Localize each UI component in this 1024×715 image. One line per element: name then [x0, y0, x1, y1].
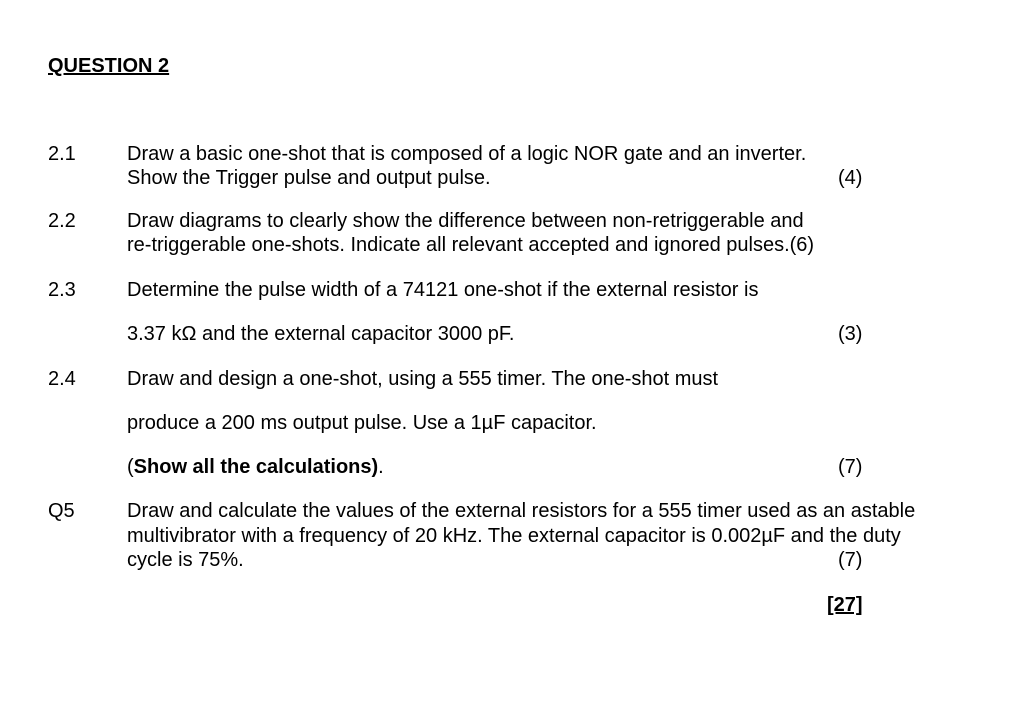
question-2-3-line-2: 3.37 kΩ and the external capacitor 3000 pF. — [127, 323, 515, 345]
question-2-3-line-1: Determine the pulse width of a 74121 one-shot if the external resistor is — [127, 279, 759, 301]
paren-open: ( — [127, 456, 134, 478]
question-2-1-line-2: Show the Trigger pulse and output pulse. — [127, 167, 491, 189]
question-2-2-line-2: re-triggerable one-shots. Indicate all relevant accepted and ignored pulses.(6) — [127, 234, 815, 256]
question-2-1-marks: (4) — [838, 167, 863, 189]
question-2-4-line-1: Draw and design a one-shot, using a 555 timer. The one-shot must — [127, 368, 719, 390]
question-5-line-1: Draw and calculate the values of the external resistors for a 555 timer used as an astable — [127, 500, 916, 522]
question-2-2-line-1: Draw diagrams to clearly show the difference between non-retriggerable and — [127, 210, 804, 232]
question-5-line-2: multivibrator with a frequency of 20 kHz. The external capacitor is 0.002µF and the duty — [127, 525, 901, 547]
question-2-4-line-3 — [127, 455, 384, 479]
total-marks: [27] — [827, 594, 863, 616]
question-2-4-marks: (7) — [838, 456, 863, 478]
question-2-1-number: 2.1 — [48, 143, 76, 165]
question-title: QUESTION 2 — [48, 55, 170, 77]
period: . — [378, 456, 384, 478]
question-2-4-number: 2.4 — [48, 368, 76, 390]
question-2-3-marks: (3) — [838, 323, 863, 345]
question-2-2-number: 2.2 — [48, 210, 76, 232]
question-2-4-line-2: produce a 200 ms output pulse. Use a 1µF capacitor. — [127, 412, 597, 434]
question-5-line-3: cycle is 75%. — [127, 549, 244, 571]
question-2-1-line-1: Draw a basic one-shot that is composed of a logic NOR gate and an inverter. — [127, 143, 807, 165]
show-calculations-bold: Show all the calculations) — [133, 456, 379, 478]
question-5-marks: (7) — [838, 549, 863, 571]
question-2-3-number: 2.3 — [48, 279, 76, 301]
question-5-number: Q5 — [48, 500, 75, 522]
